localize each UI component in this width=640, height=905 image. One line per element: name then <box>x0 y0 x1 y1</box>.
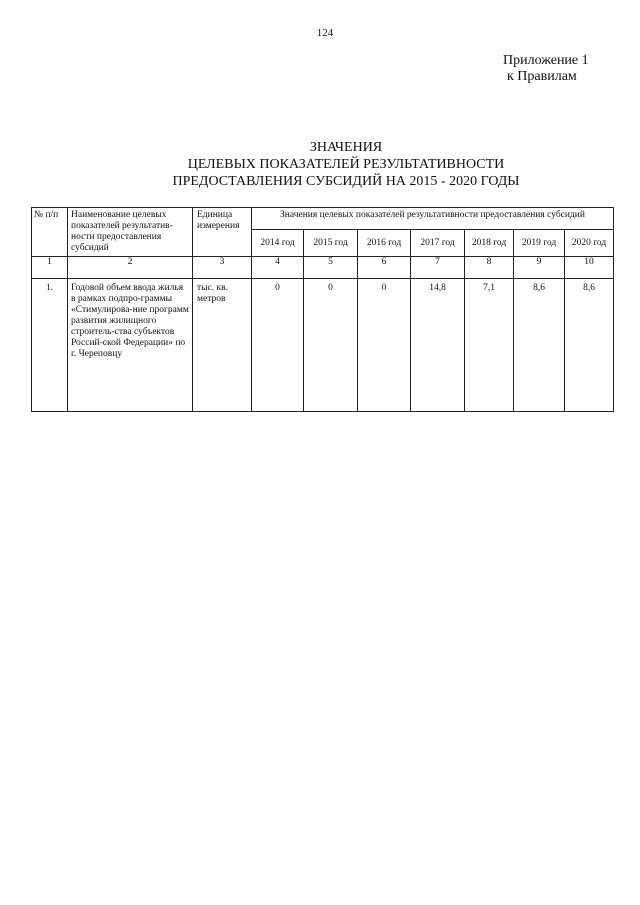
value-2016: 0 <box>358 279 411 412</box>
title-line-3: ПРЕДОСТАВЛЕНИЯ СУБСИДИЙ НА 2015 - 2020 ГОДЫ <box>172 174 520 189</box>
value-2017: 14,8 <box>411 279 465 412</box>
column-number-row <box>32 257 614 279</box>
appendix-label <box>503 53 589 85</box>
column-number: 4 <box>252 257 304 279</box>
column-number: 10 <box>565 257 614 279</box>
header-num: № п/п <box>32 208 68 257</box>
header-values-group: Значения целевых показателей результативности предоставления субсидий <box>252 208 614 230</box>
column-number: 2 <box>68 257 193 279</box>
value-2015: 0 <box>304 279 358 412</box>
header-year: 2020 год <box>565 230 614 257</box>
header-year: 2016 год <box>358 230 411 257</box>
title-line-2: ЦЕЛЕВЫХ ПОКАЗАТЕЛЕЙ РЕЗУЛЬТАТИВНОСТИ <box>187 157 505 172</box>
column-number: 5 <box>304 257 358 279</box>
appendix-line-1: Приложение 1 <box>503 53 589 68</box>
column-number: 9 <box>514 257 565 279</box>
row-number: 1. <box>32 279 68 412</box>
header-year: 2018 год <box>465 230 514 257</box>
header-unit: Единица измерения <box>193 208 252 257</box>
header-row-top <box>32 208 614 230</box>
title-line-1: ЗНАЧЕНИЯ <box>309 140 383 155</box>
header-name: Наименование целевых показателей результатив-ности предоставления субсидий <box>68 208 193 257</box>
header-year: 2019 год <box>514 230 565 257</box>
value-2019: 8,6 <box>514 279 565 412</box>
header-year: 2017 год <box>411 230 465 257</box>
column-number: 1 <box>32 257 68 279</box>
indicators-table <box>31 207 614 412</box>
value-2020: 8,6 <box>565 279 614 412</box>
value-2014: 0 <box>252 279 304 412</box>
unit-of-measure: тыс. кв. метров <box>193 279 252 412</box>
value-2018: 7,1 <box>465 279 514 412</box>
column-number: 7 <box>411 257 465 279</box>
table-row <box>32 279 614 412</box>
page-number: 124 <box>316 27 334 39</box>
document-title <box>0 139 640 190</box>
header-year: 2014 год <box>252 230 304 257</box>
column-number: 6 <box>358 257 411 279</box>
indicator-name: Годовой объем ввода жилья в рамках подпро-граммы «Стимулирова-ние программ развития жилищного строитель-ства субъектов Россий-ской Федерации» по г. Череповцу <box>68 279 193 412</box>
appendix-line-2: к Правилам <box>507 69 577 84</box>
column-number: 3 <box>193 257 252 279</box>
column-number: 8 <box>465 257 514 279</box>
header-year: 2015 год <box>304 230 358 257</box>
